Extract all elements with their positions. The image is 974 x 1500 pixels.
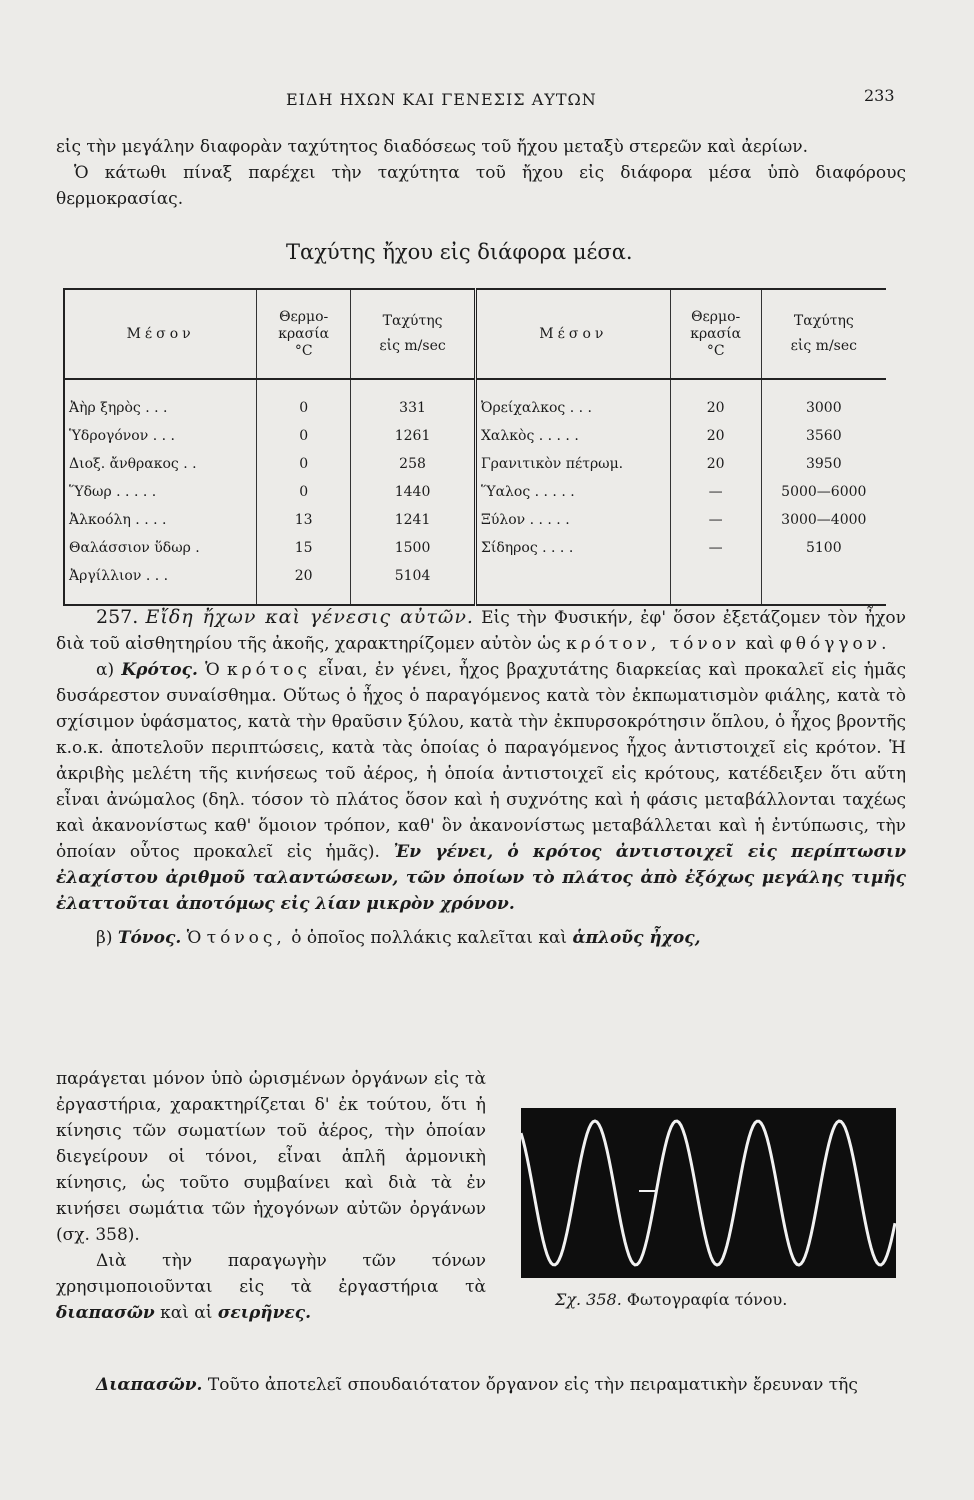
krotos-emphasis: Ἐν γένει, ὁ κρότος ἀντιστοιχεῖ εἰς περίπτωσιν ἐλαχίστου ἀριθμοῦ ταλαντώσεων, τῶν ὁποίων τὸ πλάτος ἀπὸ ἐξόχως μεγάλης τιμῆς ἐλαττοῦται ἀποτόμως εἰς λίαν μικρὸν χρόνον. xyxy=(56,842,906,914)
krotos-title: Κρότος. xyxy=(121,660,198,680)
diapason-term: Διαπασῶν. xyxy=(96,1375,203,1395)
figure-caption-text: Φωτογραφία τόνου. xyxy=(626,1290,788,1309)
speed-cell: 1500 xyxy=(351,540,476,568)
table-row xyxy=(64,484,886,512)
section-number: 257. xyxy=(96,606,139,628)
running-header: ΕΙΔΗ ΗΧΩΝ ΚΑΙ ΓΕΝΕΣΙΣ ΑΥΤΩΝ xyxy=(286,90,597,109)
tuning-forks-term: διαπασῶν xyxy=(56,1303,155,1323)
sound-speed-table xyxy=(63,288,886,606)
simple-sound-term: ἁπλοῦς ἦχος, xyxy=(572,928,701,948)
section-text: Εἰς τὴν Φυσικήν, ἐφ' ὅσον ἐξετάζομεν τὸν ἦχον διὰ τοῦ αἰσθητηρίου τῆς ἀκοῆς, χαρακτηρίζομεν αὐτὸν ὡς xyxy=(56,608,906,654)
speed-cell: 1241 xyxy=(351,512,476,540)
medium-header: Μέσον xyxy=(475,289,670,379)
tonos-title: Τόνος. xyxy=(117,928,182,948)
speed-cell: 331 xyxy=(351,379,476,428)
medium-cell: Θαλάσσιον ὕδωρ . xyxy=(64,540,257,568)
section-257 xyxy=(56,604,906,951)
speed-cell: 3000—4000 xyxy=(761,512,886,540)
temp-cell: — xyxy=(670,540,761,568)
table-title: Ταχύτης ἤχου εἰς διάφορα μέσα. xyxy=(286,240,633,264)
temp-cell: — xyxy=(670,512,761,540)
tonos-text: παράγεται μόνον ὑπὸ ὡρισμένων ὀργάνων εἰς τὰ ἐργαστήρια, χαρακτηρίζεται δ' ἐκ τούτου, ὅτι ἡ κίνησις τῶν σωματίων τοῦ ἀέρος, τὴν ὁποίαν διεγείρουν οἱ τόνοι, εἶναι ἁπλῆ ἁρμονικὴ κίνησις, ὡς τοῦτο συμβαίνει καὶ διὰ τὰ ἐν κινήσει σωμάτια τῶν ἠχογόνων αὐτῶν ὀργάνων (σχ. 358). xyxy=(56,1069,486,1245)
speed-cell: 258 xyxy=(351,456,476,484)
table-row xyxy=(64,512,886,540)
speed-header: Ταχύτης εἰς m/sec xyxy=(351,289,476,379)
tonos-term: τόνος, xyxy=(206,928,286,948)
temp-cell: 20 xyxy=(670,456,761,484)
temp-cell: 20 xyxy=(670,379,761,428)
speed-cell: 5100 xyxy=(761,540,886,568)
speed-cell: 3950 xyxy=(761,456,886,484)
medium-cell: Σίδηρος . . . . xyxy=(475,540,670,568)
medium-cell: Ὕδωρ . . . . . xyxy=(64,484,257,512)
figure-caption xyxy=(555,1290,787,1309)
medium-cell: Ὑδρογόνον . . . xyxy=(64,428,257,456)
figure-label: Σχ. 358. xyxy=(555,1290,622,1309)
speed-cell: 3000 xyxy=(761,379,886,428)
medium-cell: Ξύλον . . . . . xyxy=(475,512,670,540)
page-number: 233 xyxy=(864,86,895,105)
term-fthongos: φθόγγον. xyxy=(779,634,891,654)
sine-wave xyxy=(521,1121,895,1265)
temp-cell: 13 xyxy=(257,512,351,540)
medium-cell: Ἀλκοόλη . . . . xyxy=(64,512,257,540)
tonos-paragraph-continued xyxy=(56,1066,486,1326)
temp-cell: 0 xyxy=(257,379,351,428)
speed-cell xyxy=(761,568,886,605)
medium-cell: Διοξ. ἄνθρακος . . xyxy=(64,456,257,484)
table-row xyxy=(64,540,886,568)
forks-paragraph: Διὰ τὴν παραγωγὴν τῶν τόνων χρησιμοποιοῦνται εἰς τὰ ἐργαστήρια τὰ διαπασῶν καὶ αἱ σειρῆνες. xyxy=(56,1251,486,1323)
sirens-term: σειρῆνες. xyxy=(217,1303,312,1323)
intro-line: εἰς τὴν μεγάλην διαφορὰν ταχύτητος διαδόσεως τοῦ ἤχου μεταξὺ στερεῶν καὶ ἀερίων. xyxy=(56,137,808,157)
speed-cell: 1261 xyxy=(351,428,476,456)
temperature-header: Θερμο- κρασία °C xyxy=(257,289,351,379)
medium-cell: Ὕαλος . . . . . xyxy=(475,484,670,512)
tonos-paragraph-start: β) Τόνος. Ὁ τόνος, ὁ ὁποῖος πολλάκις καλεῖται καὶ ἁπλοῦς ἦχος, xyxy=(96,928,701,948)
table-row xyxy=(64,456,886,484)
sine-wave-figure xyxy=(521,1108,896,1278)
intro-line: Ὁ κάτωθι πίναξ παρέχει τὴν ταχύτητα τοῦ ἤχου εἰς διάφορα μέσα ὑπὸ διαφόρους θερμοκρασίας. xyxy=(56,163,906,209)
table-row xyxy=(64,428,886,456)
temperature-header: Θερμο- κρασία °C xyxy=(670,289,761,379)
temp-cell: 0 xyxy=(257,428,351,456)
temp-cell xyxy=(670,568,761,605)
table-row xyxy=(64,379,886,428)
table-row xyxy=(64,568,886,605)
medium-cell: Ἀργίλλιον . . . xyxy=(64,568,257,605)
term-krotos-tonos: κρότον, τόνον xyxy=(566,634,741,654)
medium-header: Μέσον xyxy=(64,289,257,379)
speed-cell: 1440 xyxy=(351,484,476,512)
medium-cell: Ἀὴρ ξηρὸς . . . xyxy=(64,379,257,428)
speed-cell: 3560 xyxy=(761,428,886,456)
section-257-paragraph: 257. Εἴδη ἤχων καὶ γένεσις αὐτῶν. Εἰς τὴν Φυσικήν, ἐφ' ὅσον ἐξετάζομεν τὸν ἦχον διὰ τοῦ αἰσθητηρίου τῆς ἀκοῆς, χαρακτηρίζομεν αὐτὸν ὡς κρότον, τόνον καὶ φθόγγον. xyxy=(56,606,906,654)
temp-cell: 0 xyxy=(257,456,351,484)
medium-cell: Χαλκὸς . . . . . xyxy=(475,428,670,456)
krotos-text: εἶναι, ἐν γένει, ἦχος βραχυτάτης διαρκείας καὶ προκαλεῖ εἰς ἡμᾶς δυσάρεστον συναίσθημα. Οὕτως ὁ ἦχος ὁ παραγόμενος κατὰ τὸν ἐκπωματισμὸν φιάλης, κατὰ τὸ σχίσιμον ὑφάσματος, κατὰ τὴν θραῦσιν ξύλου, κατὰ τὴν ἐκπυρσοκρότησιν ὅπλου, ὁ ἦχος βροντῆς κ.ο.κ. ἀποτελοῦν περιπτώσεις, κατὰ τὰς ὁποίας ὁ παραγόμενος ἦχος ἀντιστοιχεῖ εἰς κρότον. Ἡ ἀκριβὴς μελέτη τῆς κινήσεως τοῦ ἀέρος, ἡ ὁποία ἀντιστοιχεῖ εἰς κρότους, κατέδειξεν ὅτι αὕτη εἶναι ἀνώμαλος (δηλ. τόσον τὸ πλάτος ὅσον καὶ ἡ συχνότης καὶ ἡ φάσις μεταβάλλονται ταχέως καὶ ἀκανονίστως καθ' ὅμοιον τρόπον, καθ' ὃν ἀκανονίστως μεταβάλλεται καὶ ἡ ἐντύπωσις, τὴν ὁποίαν οὗτος προκαλεῖ εἰς ἡμᾶς). xyxy=(56,660,907,862)
medium-cell xyxy=(475,568,670,605)
tone-photograph xyxy=(521,1108,896,1278)
speed-cell: 5000—6000 xyxy=(761,484,886,512)
diapason-paragraph xyxy=(56,1372,906,1398)
medium-cell: Γρανιτικὸν πέτρωμ. xyxy=(475,456,670,484)
temp-cell: 15 xyxy=(257,540,351,568)
temp-cell: 20 xyxy=(670,428,761,456)
medium-cell: Ὀρείχαλκος . . . xyxy=(475,379,670,428)
temp-cell: 20 xyxy=(257,568,351,605)
intro-paragraph xyxy=(56,134,906,212)
krotos-paragraph: α) Κρότος. Ὁ κρότος εἶναι, ἐν γένει, ἦχος βραχυτάτης διαρκείας καὶ προκαλεῖ εἰς ἡμᾶς δυσάρεστον συναίσθημα. Οὕτως ὁ ἦχος ὁ παραγόμενος κατὰ τὸν ἐκπωματισμὸν φιάλης, κατὰ τὸ σχίσιμον ὑφάσματος, κατὰ τὴν θραῦσιν ξύλου, κατὰ τὴν ἐκπυρσοκρότησιν ὅπλου, ὁ ἦχος βροντῆς κ.ο.κ. ἀποτελοῦν περιπτώσεις, κατὰ τὰς ὁποίας ὁ παραγόμενος ἦχος ἀντιστοιχεῖ εἰς κρότον. Ἡ ἀκριβὴς μελέτη τῆς κινήσεως τοῦ ἀέρος, ἡ ὁποία ἀντιστοιχεῖ εἰς κρότους, κατέδειξεν ὅτι αὕτη εἶναι ἀνώμαλος (δηλ. τόσον τὸ πλάτος ὅσον καὶ ἡ συχνότης καὶ ἡ φάσις μεταβάλλονται ταχέως καὶ ἀκανονίστως καθ' ὅμοιον τρόπον, καθ' ὃν ἀκανονίστως μεταβάλλεται καὶ ἡ ἐντύπωσις, τὴν ὁποίαν οὗτος προκαλεῖ εἰς ἡμᾶς). Ἐν γένει, ὁ κρότος ἀντιστοιχεῖ εἰς περίπτωσιν ἐλαχίστου ἀριθμοῦ ταλαντώσεων, τῶν ὁποίων τὸ πλάτος ἀπὸ ἐξόχως μεγάλης τιμῆς ἐλαττοῦται ἀποτόμως εἰς λίαν μικρὸν χρόνον. xyxy=(56,660,907,914)
speed-header: Ταχύτης εἰς m/sec xyxy=(761,289,886,379)
section-heading: Εἴδη ἤχων καὶ γένεσις αὐτῶν. xyxy=(145,606,474,628)
diapason-text: Τοῦτο ἀποτελεῖ σπουδαιότατον ὄργανον εἰς τὴν πειραματικὴν ἔρευναν τῆς xyxy=(207,1375,858,1395)
temp-cell: 0 xyxy=(257,484,351,512)
krotos-term: κρότος xyxy=(227,660,312,680)
speed-cell: 5104 xyxy=(351,568,476,605)
table-header-row xyxy=(64,289,886,379)
temp-cell: — xyxy=(670,484,761,512)
